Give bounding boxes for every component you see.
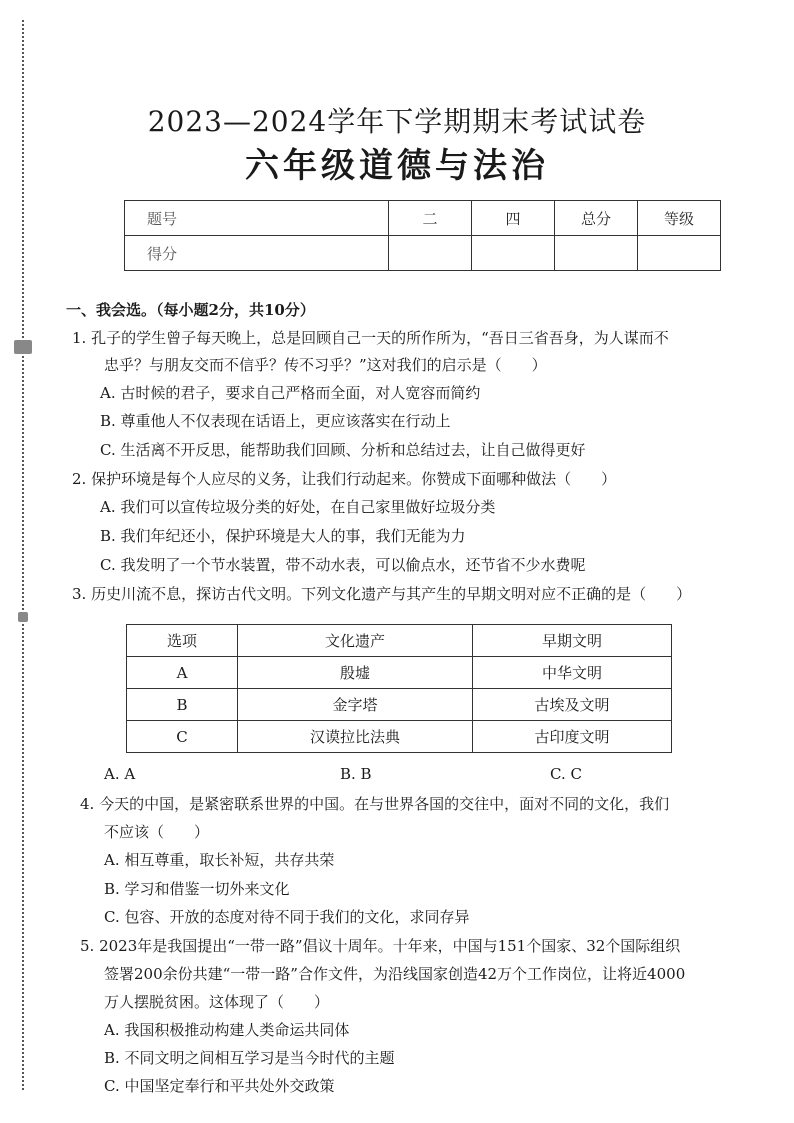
question-2-text: 2. 保护环境是每个人应尽的义务，让我们行动起来。你赞成下面哪种做法（ ）: [72, 470, 617, 488]
table-row: [125, 201, 721, 236]
heritage-table: [126, 624, 672, 753]
table-cell: 汉谟拉比法典: [238, 721, 473, 753]
option-a: A. 相互尊重，取长补短，共存共荣: [104, 851, 335, 869]
option-a: A. 我国积极推动构建人类命运共同体: [104, 1021, 350, 1039]
section-heading: 一、我会选。（每小题2分，共10分）: [66, 301, 315, 319]
table-header: 文化遗产: [238, 625, 473, 657]
table-header: 选项: [127, 625, 238, 657]
table-cell: B: [127, 689, 238, 721]
option-a: A. 古时候的君子，要求自己严格而全面，对人宽容而简约: [100, 384, 481, 402]
table-row: [127, 625, 672, 657]
score-input-cell[interactable]: [555, 236, 638, 271]
table-cell: 古印度文明: [473, 721, 672, 753]
score-input-cell[interactable]: [389, 236, 472, 271]
option-b: B. 学习和借鉴一切外来文化: [104, 880, 290, 898]
question-5-text: 签署200余份共建“一带一路”合作文件，为沿线国家创造42万个工作岗位，让将近4000: [104, 965, 686, 983]
table-cell: A: [127, 657, 238, 689]
option-c: C. 包容、开放的态度对待不同于我们的文化，求同存异: [104, 908, 470, 926]
choice-c: C. C: [550, 765, 582, 783]
score-input-cell[interactable]: [472, 236, 555, 271]
table-cell: C: [127, 721, 238, 753]
binding-hole-mark: [18, 612, 28, 622]
exam-title: 2023—2024学年下学期期末考试试卷: [147, 105, 647, 138]
table-row: [125, 236, 721, 271]
question-5-text: 万人摆脱贫困。这体现了（ ）: [104, 993, 330, 1011]
score-input-cell[interactable]: [638, 236, 721, 271]
table-cell: 古埃及文明: [473, 689, 672, 721]
option-c: C. 生活离不开反思，能帮助我们回顾、分析和总结过去，让自己做得更好: [100, 441, 586, 459]
question-4-text: 不应该（ ）: [104, 823, 210, 841]
option-b: B. 尊重他人不仅表现在话语上，更应该落实在行动上: [100, 412, 451, 430]
table-cell: 题号: [125, 201, 389, 236]
table-cell: 金字塔: [238, 689, 473, 721]
question-4-text: 4. 今天的中国，是紧密联系世界的中国。在与世界各国的交往中，面对不同的文化，我们: [80, 795, 670, 813]
exam-subject: 六年级道德与法治: [245, 146, 549, 186]
table-cell: 殷墟: [238, 657, 473, 689]
option-b: B. 我们年纪还小，保护环境是大人的事，我们无能为力: [100, 527, 466, 545]
option-c: C. 中国坚定奉行和平共处外交政策: [104, 1077, 335, 1095]
table-header: 早期文明: [473, 625, 672, 657]
table-cell: 总分: [555, 201, 638, 236]
table-cell: 四: [472, 201, 555, 236]
choice-a: A. A: [104, 765, 136, 783]
choice-b: B. B: [340, 765, 372, 783]
table-row: [127, 721, 672, 753]
option-c: C. 我发明了一个节水装置，带不动水表，可以偷点水，还节省不少水费呢: [100, 556, 586, 574]
score-table: [124, 200, 721, 271]
table-cell: 二: [389, 201, 472, 236]
table-cell: 得分: [125, 236, 389, 271]
question-1-text: 忠乎？与朋友交而不信乎？传不习乎？”这对我们的启示是（ ）: [104, 356, 547, 374]
option-b: B. 不同文明之间相互学习是当今时代的主题: [104, 1049, 395, 1067]
table-cell: 中华文明: [473, 657, 672, 689]
table-cell: 等级: [638, 201, 721, 236]
question-5-text: 5. 2023年是我国提出“一带一路”倡议十周年。十年来，中国与151个国家、32个国际组织: [80, 937, 681, 955]
table-row: [127, 689, 672, 721]
binding-hole-mark: [14, 340, 32, 354]
question-3-text: 3. 历史川流不息，探访古代文明。下列文化遗产与其产生的早期文明对应不正确的是（ ）: [72, 585, 692, 603]
option-a: A. 我们可以宣传垃圾分类的好处，在自己家里做好垃圾分类: [100, 498, 496, 516]
table-row: [127, 657, 672, 689]
question-1-text: 1. 孔子的学生曾子每天晚上，总是回顾自己一天的所作所为，“吾日三省吾身，为人谋而不: [72, 329, 669, 347]
